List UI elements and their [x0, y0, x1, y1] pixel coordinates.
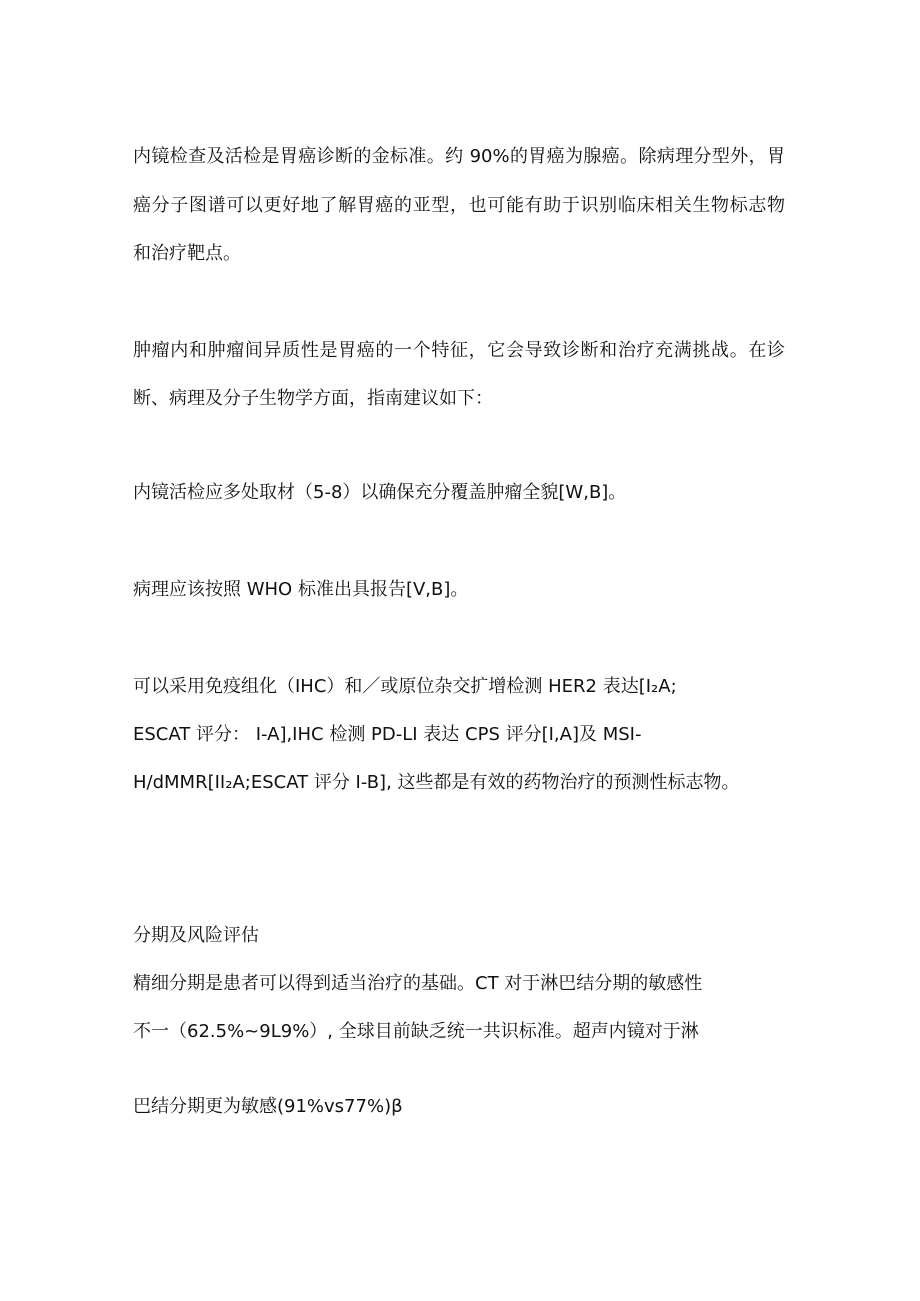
paragraph-5-line-3: H/dMMR[II₂A;ESCAT 评分 I-B], 这些都是有效的药物治疗的预测性标志物。	[133, 772, 740, 793]
paragraph-2-line-2: 断、病理及分子生物学方面，指南建议如下：	[133, 388, 493, 409]
section-line-1: 精细分期是患者可以得到适当治疗的基础。CT 对于淋巴结分期的敏感性	[133, 973, 703, 994]
section-heading: 分期及风险评估	[133, 925, 259, 946]
section-line-2: 不一（62.5%~9L9%）, 全球目前缺乏统一共识标准。超声内镜对于淋	[133, 1021, 699, 1042]
paragraph-2-line-1: 肿瘤内和肿瘤间异质性是胃癌的一个特征，它会导致诊断和治疗充满挑战。在诊	[133, 340, 785, 361]
paragraph-4-line-1: 病理应该按照 WHO 标准出具报告[V,B]。	[133, 579, 469, 600]
paragraph-1-line-3: 和治疗靶点。	[133, 243, 241, 264]
paragraph-1-line-1: 内镜检查及活检是胃癌诊断的金标准。约 90%的胃癌为腺癌。除病理分型外，胃	[133, 146, 785, 167]
section-line-3: 巴结分期更为敏感(91%vs77%)β	[133, 1096, 403, 1117]
paragraph-5-line-1: 可以采用免疫组化（IHC）和／或原位杂交扩增检测 HER2 表达[I₂A;	[133, 676, 677, 697]
paragraph-5-line-2: ESCAT 评分： I-A],IHC 检测 PD-LI 表达 CPS 评分[I,A]及 MSI-	[133, 724, 642, 745]
paragraph-1-line-2: 癌分子图谱可以更好地了解胃癌的亚型，也可能有助于识别临床相关生物标志物	[133, 195, 785, 216]
paragraph-3-line-1: 内镜活检应多处取材（5-8）以确保充分覆盖肿瘤全貌[W,B]。	[133, 482, 627, 503]
